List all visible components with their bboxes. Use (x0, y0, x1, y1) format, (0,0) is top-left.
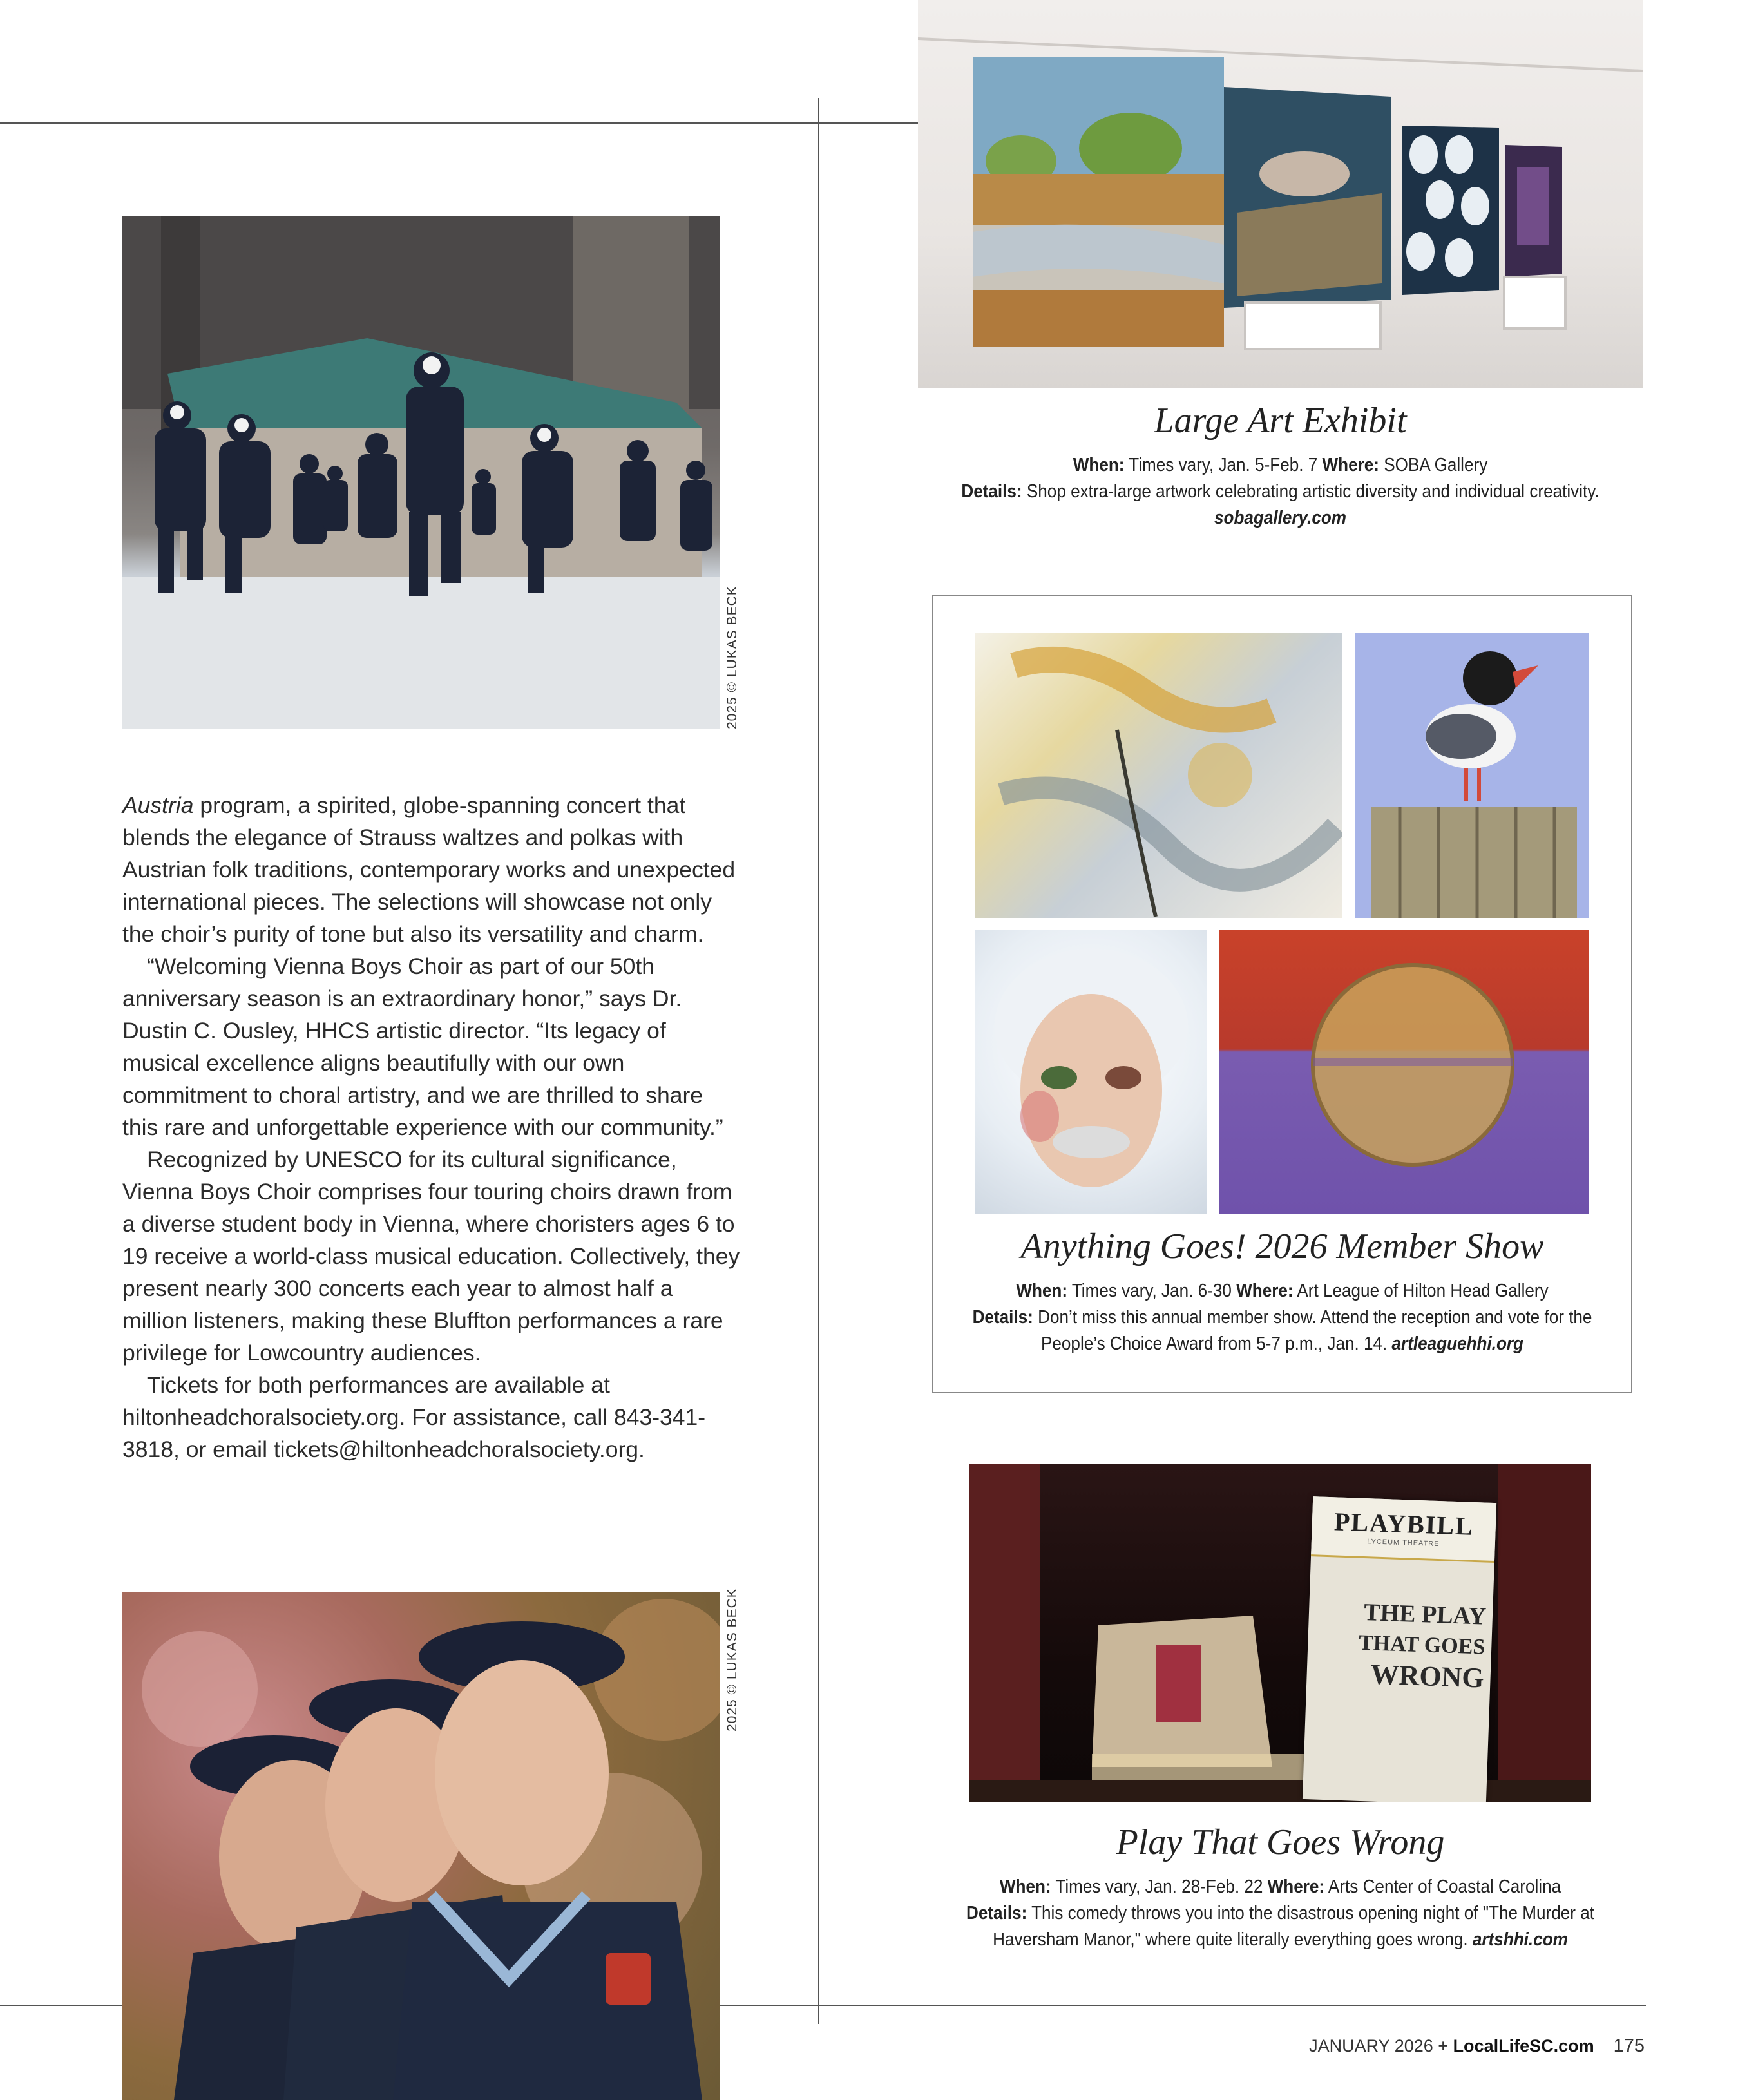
gallery-wall-photo (918, 0, 1643, 388)
playbill-program (1303, 1496, 1496, 1802)
top-rule (0, 122, 918, 124)
event-link[interactable]: artshhi.com (1472, 1929, 1568, 1950)
playbill-brand: PLAYBILL (1333, 1507, 1475, 1541)
page-number: 175 (1613, 2036, 1645, 2056)
playbill-show-line-1: THE PLAY (1363, 1599, 1487, 1630)
choir-boys-portrait (122, 1592, 720, 2100)
event-member-show (933, 1224, 1631, 1357)
choir-running-photo (122, 216, 720, 729)
footer-site-link[interactable]: LocalLifeSC.com (1453, 2036, 1594, 2056)
photo-credit-top: 2025 © LUKAS BECK (725, 586, 740, 729)
article-body (122, 789, 741, 1465)
event-large-art-exhibit (918, 398, 1643, 531)
playbill-show-line-2: THAT GOES (1358, 1630, 1485, 1659)
member-show-box (932, 595, 1632, 1393)
page-footer (1309, 2036, 1645, 2057)
article-paragraph-3: Recognized by UNESCO for its cultural significance, Vienna Boys Choir comprises four touring choirs drawn from a diverse student body in Vienna, where choristers ages 6 to 19 receive a world-class musical education. Collectively, they present nearly 300 concerts each year to almost half a million listeners, making these Bluffton performances a rare privilege for Lowcountry audiences. (122, 1147, 740, 1366)
event-info: When: Times vary, Jan. 28-Feb. 22 Where: Arts Center of Coastal Carolina Details: This comedy throws you into the disastrous opening night of "The Murder at Haversham Manor," where quite literally everything goes wrong. artshhi.com (966, 1876, 1594, 1950)
article-paragraph-4: Tickets for both performances are available at hiltonheadchoralsociety.org. For assistance, call 843-341-3818, or email tickets@hiltonheadchoralsociety.org. (122, 1372, 706, 1462)
column-divider (818, 98, 819, 2024)
seagull-painting (1355, 633, 1589, 918)
article-paragraph-2: “Welcoming Vienna Boys Choir as part of our 50th anniversary season is an extraordinary honor,” says Dr. Dustin C. Ousley, HHCS artistic director. “Its legacy of musical excellence aligns beautifully with our own commitment to choral artistry, and we are thrilled to share this rare and unforgettable experience with our community.” (122, 953, 723, 1140)
photo-credit-bottom: 2025 © LUKAS BECK (725, 1588, 740, 1732)
playbill-stage-photo (969, 1464, 1591, 1802)
playbill-venue: LYCEUM THEATRE (1366, 1538, 1440, 1549)
event-link[interactable]: sobagallery.com (1214, 508, 1347, 528)
einstein-portrait-painting (975, 930, 1207, 1214)
playbill-show-line-3: WRONG (1370, 1658, 1485, 1694)
event-link[interactable]: artleaguehhi.org (1391, 1333, 1523, 1354)
event-title: Large Art Exhibit (1154, 401, 1407, 441)
event-play-that-goes-wrong (918, 1820, 1643, 1953)
event-title: Play That Goes Wrong (1116, 1822, 1445, 1862)
event-info: When: Times vary, Jan. 5-Feb. 7 Where: SOBA Gallery Details: Shop extra-large artwork celebrating artistic diversity and individual creativity. sobagallery.com (961, 455, 1600, 528)
footer-issue: JANUARY 2026 + (1309, 2036, 1453, 2056)
sunset-moon-painting (1219, 930, 1589, 1214)
abstract-painting (975, 633, 1342, 918)
event-title: Anything Goes! 2026 Member Show (1020, 1227, 1544, 1266)
article-paragraph-1: Austria program, a spirited, globe-spanning concert that blends the elegance of Strauss waltzes and polkas with Austrian folk traditions, contemporary works and unexpected international pieces. The selections will showcase not only the choir’s purity of tone but also its versatility and charm. (122, 792, 736, 947)
event-info: When: Times vary, Jan. 6-30 Where: Art League of Hilton Head Gallery Details: Don’t miss this annual member show. Attend the reception and vote for the People’s Choice Award from 5-7 p.m., Jan. 14. artleaguehhi.org (972, 1281, 1592, 1354)
